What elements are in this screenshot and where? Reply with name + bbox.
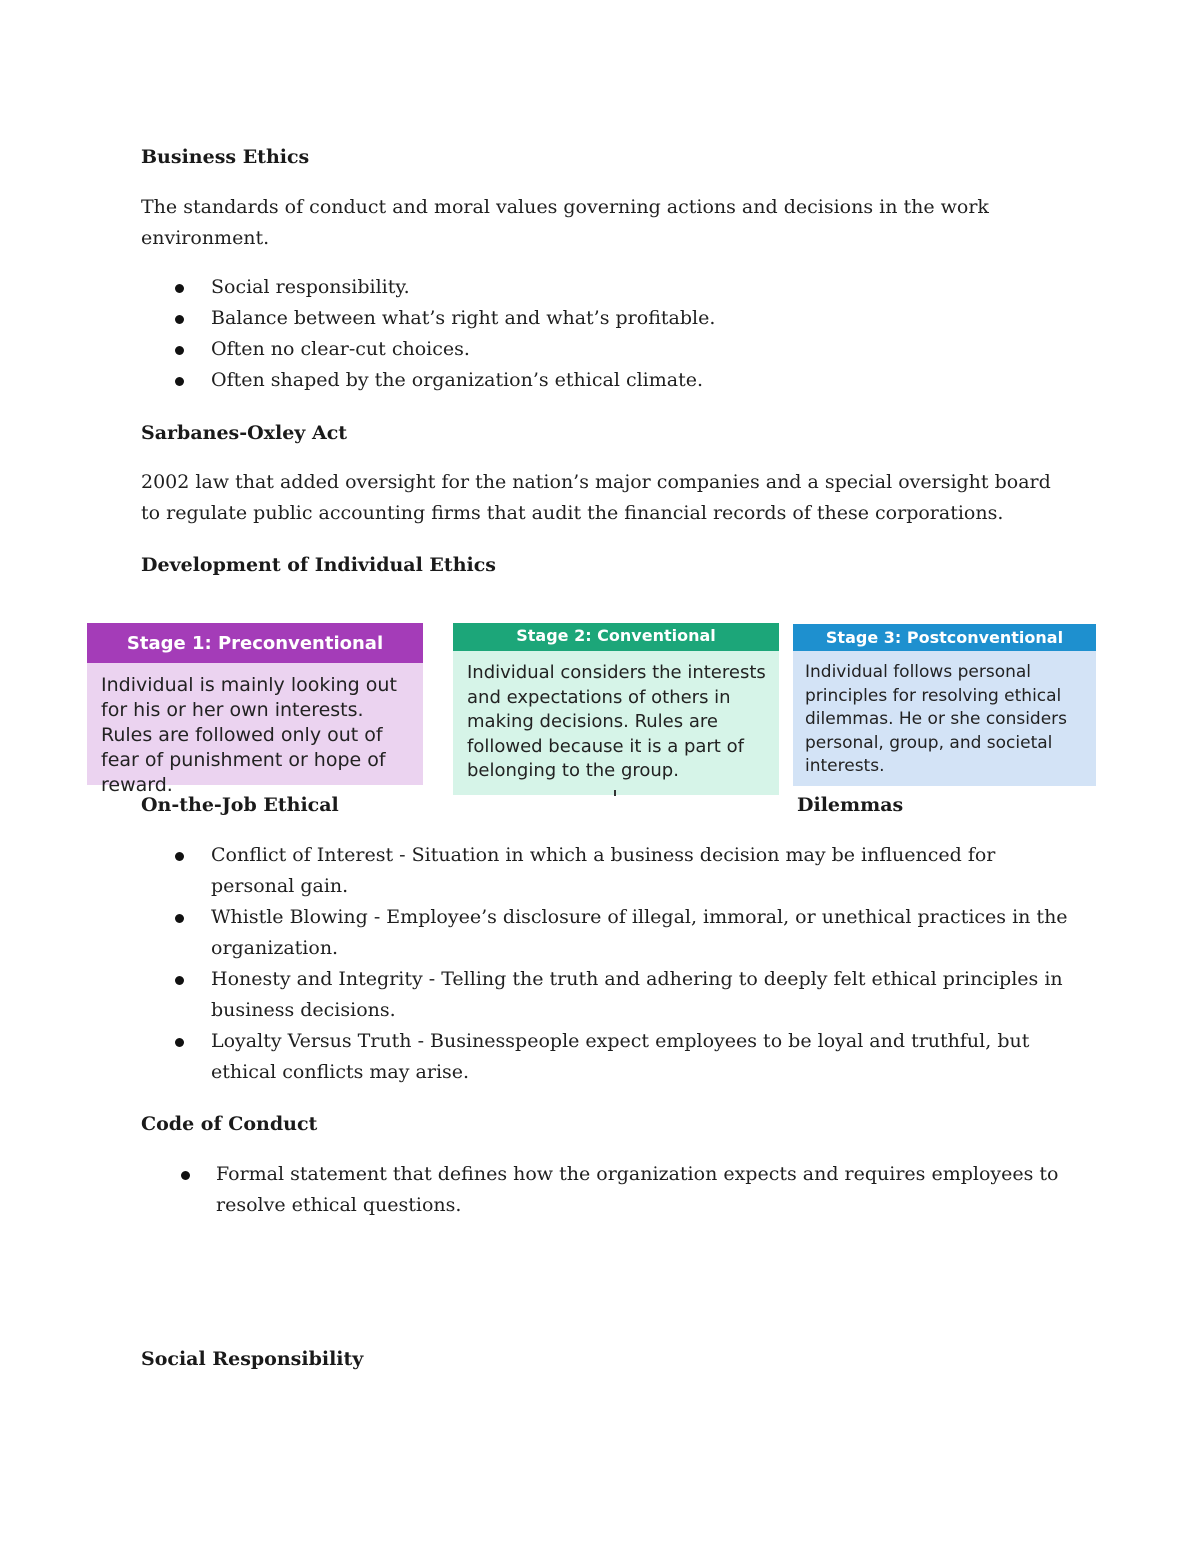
list-item-text: Conflict of Interest - Situation in which a business decision may be influenced for personal gain. [211, 844, 996, 897]
bullet-icon [175, 976, 184, 985]
business-ethics-definition: The standards of conduct and moral values governing actions and decisions in the work environment. [141, 196, 989, 249]
list-item-text: Formal statement that defines how the organization expects and requires employees to resolve ethical questions. [216, 1163, 1059, 1216]
list-item-text: Balance between what’s right and what’s profitable. [211, 307, 716, 329]
heading-sarbanes-oxley-act: Sarbanes-Oxley Act [141, 422, 348, 444]
heading-dilemmas: Dilemmas [797, 794, 904, 816]
divider-mark [614, 790, 616, 796]
list-item-text: Whistle Blowing - Employee’s disclosure of illegal, immoral, or unethical practices in the organization. [211, 906, 1068, 959]
list-item [0, 272, 1071, 303]
list-item [0, 840, 1071, 902]
bullet-icon [175, 377, 184, 386]
list-item [0, 303, 1071, 334]
list-item-text: Social responsibility. [211, 276, 410, 298]
stage-2-title: Stage 2: Conventional [453, 623, 779, 651]
stage-1-text: Individual is mainly looking out for his or her own interests. Rules are followed only out of fear of punishment or hope of reward. [101, 674, 397, 796]
stage-3-title: Stage 3: Postconventional [793, 624, 1096, 651]
heading-code-of-conduct: Code of Conduct [141, 1113, 318, 1135]
list-item-text: Honesty and Integrity - Telling the truth and adhering to deeply felt ethical principles in business decisions. [211, 968, 1063, 1021]
bullet-icon [175, 346, 184, 355]
heading-on-the-job-ethical: On-the-Job Ethical [141, 794, 339, 816]
list-item-text: Often shaped by the organization’s ethical climate. [211, 369, 703, 391]
stage-2-card [453, 623, 779, 795]
bullet-icon [175, 284, 184, 293]
list-item-text: Often no clear-cut choices. [211, 338, 470, 360]
list-item [0, 1159, 1076, 1221]
stage-3-card [793, 624, 1096, 786]
list-item-text: Loyalty Versus Truth - Businesspeople expect employees to be loyal and truthful, but ethical conflicts may arise. [211, 1030, 1030, 1083]
stage-1-card [87, 623, 423, 796]
list-item [0, 964, 1071, 1026]
list-item [0, 902, 1071, 964]
list-item [0, 1026, 1071, 1088]
list-item [0, 365, 1071, 396]
list-item [0, 334, 1071, 365]
heading-individual-ethics: Development of Individual Ethics [141, 554, 496, 576]
stage-2-text: Individual considers the interests and expectations of others in making decisions. Rules are followed because it is a part of belonging to the group. [467, 662, 766, 781]
bullet-icon [175, 1038, 184, 1047]
on-the-job-bullet-list [0, 840, 1071, 1088]
bullet-icon [175, 315, 184, 324]
stage-3-text: Individual follows personal principles for resolving ethical dilemmas. He or she considers personal, group, and societal interests. [805, 662, 1068, 776]
bullet-icon [175, 852, 184, 861]
code-of-conduct-bullet-list [0, 1159, 1076, 1221]
sarbanes-oxley-definition: 2002 law that added oversight for the nation’s major companies and a special oversight board to regulate public accounting firms that audit the financial records of these corporations. [141, 471, 1051, 524]
bullet-icon [175, 914, 184, 923]
business-ethics-bullet-list [0, 272, 1071, 396]
stage-1-title: Stage 1: Preconventional [87, 623, 423, 663]
bullet-icon [181, 1171, 190, 1180]
heading-business-ethics: Business Ethics [141, 146, 310, 168]
heading-social-responsibility: Social Responsibility [141, 1348, 364, 1370]
